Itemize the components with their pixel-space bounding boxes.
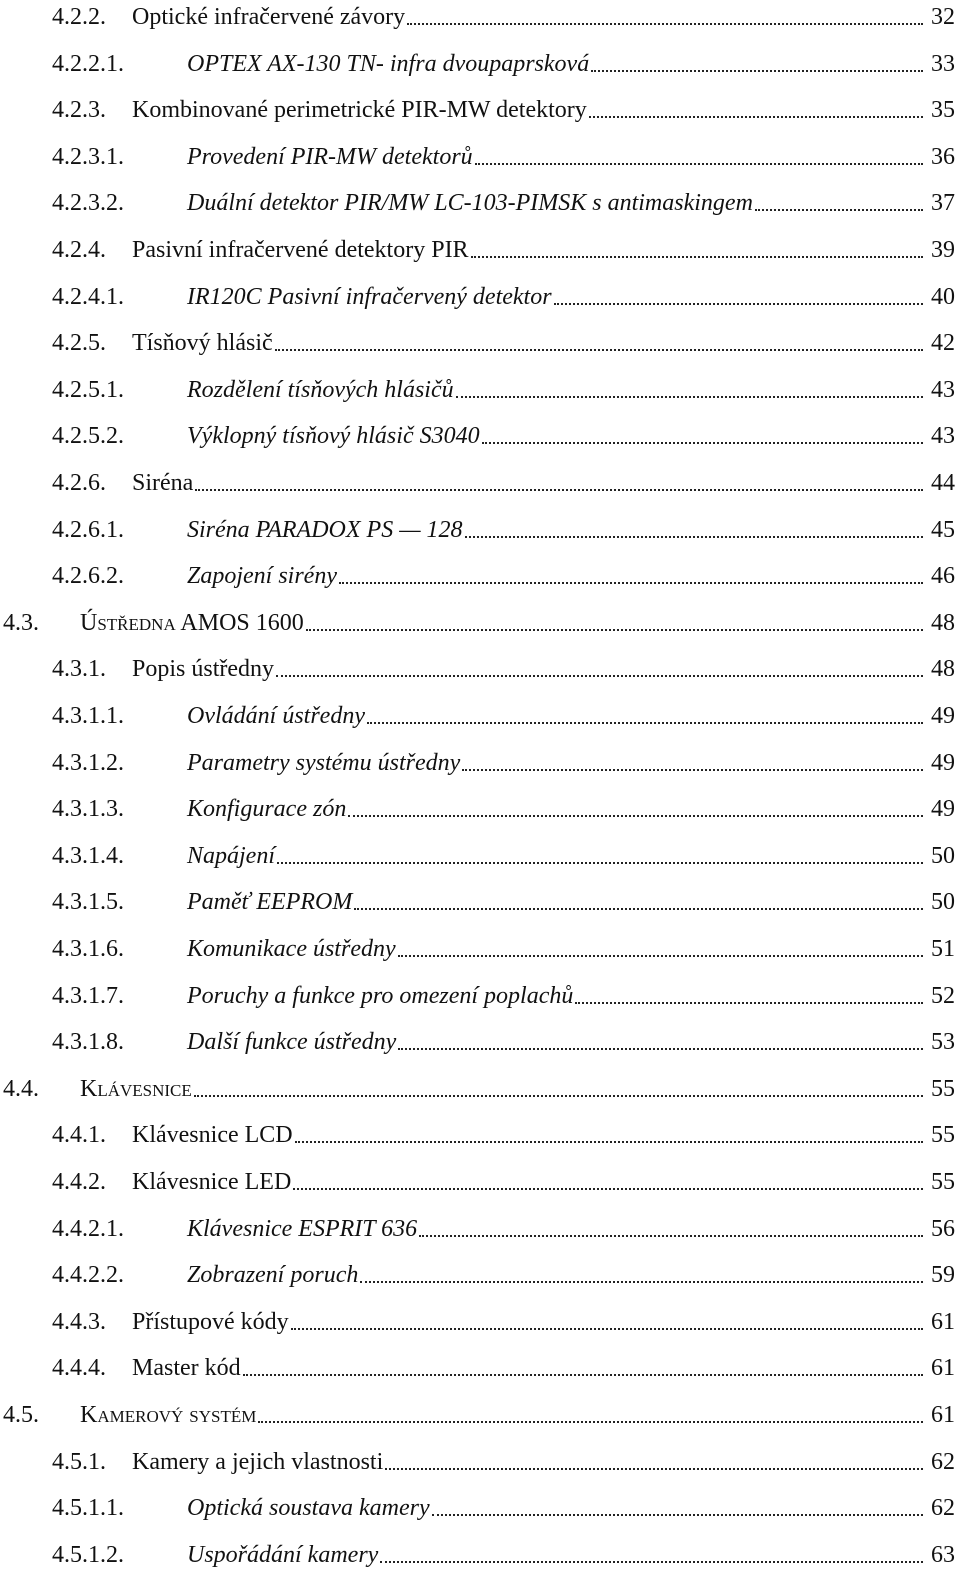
toc-entry-page-number: 56 xyxy=(931,1215,955,1242)
toc-entry-number: 4.4.3. xyxy=(52,1308,106,1335)
toc-entry-page-number: 35 xyxy=(931,97,955,124)
toc-entry-title: Klávesnice xyxy=(80,1075,192,1102)
toc-entry-number: 4.3.1.1. xyxy=(52,703,124,729)
toc-entry-title: OPTEX AX-130 TN- infra dvoupaprsková xyxy=(187,50,590,77)
toc-entry-number: 4.2.4. xyxy=(52,237,106,263)
toc-entry-title: Provedení PIR-MW detektorů xyxy=(187,143,473,170)
toc-entry-page-number: 37 xyxy=(931,190,955,217)
toc-entry-number: 4.2.6.1. xyxy=(52,516,124,543)
toc-entry-number: 4.2.3.1. xyxy=(52,143,124,170)
toc-entry-number: 4.2.6.2. xyxy=(52,563,124,590)
toc-entry-page-number: 43 xyxy=(931,376,955,403)
toc-entry[interactable] xyxy=(52,1297,955,1337)
toc-dot-leader xyxy=(348,814,923,817)
toc-entry[interactable] xyxy=(52,971,955,1011)
toc-dot-leader xyxy=(194,1094,923,1097)
toc-entry-number: 4.3.1.4. xyxy=(52,842,124,869)
toc-entry[interactable] xyxy=(3,1064,955,1104)
toc-entry-page-number: 55 xyxy=(931,1169,955,1195)
toc-entry-number: 4.3. xyxy=(3,609,39,636)
toc-entry[interactable] xyxy=(52,1157,955,1197)
toc-dot-leader xyxy=(385,1467,923,1470)
toc-entry-number: 4.3.1.3. xyxy=(52,796,124,823)
toc-entry-number: 4.5. xyxy=(3,1402,39,1428)
toc-entry-number: 4.4.2.1. xyxy=(52,1215,124,1242)
toc-entry[interactable] xyxy=(52,272,955,312)
toc-entry[interactable] xyxy=(52,1437,955,1477)
toc-entry[interactable] xyxy=(52,691,955,731)
toc-dot-leader xyxy=(295,1140,923,1143)
toc-dot-leader xyxy=(482,441,923,444)
toc-entry-title: Siréna xyxy=(132,470,194,496)
toc-entry[interactable] xyxy=(52,1204,955,1244)
toc-entry[interactable] xyxy=(3,1390,955,1430)
toc-entry-title: Kamery a jejich vlastnosti xyxy=(132,1448,384,1475)
toc-entry-page-number: 62 xyxy=(931,1495,955,1522)
toc-entry-title: Duální detektor PIR/MW LC-103-PIMSK s antimaskingem xyxy=(187,190,753,217)
toc-entry-title: Ovládání ústředny xyxy=(187,703,365,729)
toc-dot-leader xyxy=(277,861,923,864)
toc-dot-leader xyxy=(258,1420,923,1423)
toc-entry-title: Konfigurace zón xyxy=(187,796,347,823)
toc-dot-leader xyxy=(195,488,923,491)
toc-entry[interactable] xyxy=(52,738,955,778)
toc-entry-title: Zapojení sirény xyxy=(187,563,337,590)
toc-entry-number: 4.2.5.2. xyxy=(52,423,124,450)
toc-entry-title: Master kód xyxy=(132,1355,241,1382)
toc-entry[interactable] xyxy=(52,1250,955,1290)
toc-dot-leader xyxy=(589,115,923,118)
toc-entry-title: Tísňový hlásič xyxy=(132,330,273,357)
toc-entry-page-number: 46 xyxy=(931,563,955,590)
toc-entry-page-number: 61 xyxy=(931,1355,955,1382)
toc-entry[interactable] xyxy=(52,1343,955,1383)
toc-entry-title: Ústředna AMOS 1600 xyxy=(80,609,304,636)
toc-entry-page-number: 48 xyxy=(931,656,955,683)
toc-entry-title: Optická soustava kamery xyxy=(187,1495,430,1522)
toc-entry-title: Další funkce ústředny xyxy=(187,1029,397,1056)
toc-entry-number: 4.3.1.5. xyxy=(52,889,124,916)
toc-entry-page-number: 63 xyxy=(931,1541,955,1568)
toc-entry-title: IR120C Pasivní infračervený detektor xyxy=(187,283,552,310)
toc-entry-title: Komunikace ústředny xyxy=(187,936,396,962)
toc-dot-leader xyxy=(291,1327,923,1330)
toc-entry[interactable] xyxy=(52,551,955,591)
toc-entry[interactable] xyxy=(52,178,955,218)
toc-entry-number: 4.2.5. xyxy=(52,330,106,357)
toc-entry-title: Uspořádání kamery xyxy=(187,1541,379,1568)
toc-dot-leader xyxy=(462,768,923,771)
toc-entry-page-number: 44 xyxy=(931,470,955,496)
toc-entry-number: 4.2.3. xyxy=(52,97,106,124)
toc-entry-page-number: 55 xyxy=(931,1122,955,1149)
toc-dot-leader xyxy=(354,907,923,910)
toc-entry-number: 4.2.3.2. xyxy=(52,190,124,217)
toc-entry-page-number: 51 xyxy=(931,936,955,962)
toc-dot-leader xyxy=(293,1187,923,1190)
toc-entry[interactable] xyxy=(52,1110,955,1150)
toc-entry[interactable] xyxy=(52,505,955,545)
toc-entry[interactable] xyxy=(52,39,955,79)
toc-entry-page-number: 49 xyxy=(931,703,955,729)
toc-entry[interactable] xyxy=(52,877,955,917)
toc-dot-leader xyxy=(419,1234,923,1237)
toc-entry-page-number: 45 xyxy=(931,516,955,543)
toc-entry[interactable] xyxy=(3,598,955,638)
toc-entry-page-number: 61 xyxy=(931,1308,955,1335)
toc-entry-page-number: 36 xyxy=(931,143,955,170)
toc-dot-leader xyxy=(306,628,923,631)
toc-entry-title: Výklopný tísňový hlásič S3040 xyxy=(187,423,480,450)
toc-entry[interactable] xyxy=(52,831,955,871)
toc-entry-title: Poruchy a funkce pro omezení poplachů xyxy=(187,982,574,1009)
toc-entry-page-number: 52 xyxy=(931,982,955,1009)
toc-entry[interactable] xyxy=(52,365,955,405)
toc-dot-leader xyxy=(755,208,923,211)
toc-entry-number: 4.3.1.2. xyxy=(52,749,124,776)
toc-entry-number: 4.2.2. xyxy=(52,4,106,30)
toc-entry-number: 4.4.4. xyxy=(52,1355,106,1382)
toc-dot-leader xyxy=(465,535,923,538)
toc-dot-leader xyxy=(380,1560,923,1563)
toc-entry-title: Klávesnice LED xyxy=(132,1169,292,1195)
toc-dot-leader xyxy=(275,348,923,351)
toc-entry-number: 4.5.1.1. xyxy=(52,1495,124,1522)
toc-entry-page-number: 62 xyxy=(931,1448,955,1475)
toc-dot-leader xyxy=(398,954,923,957)
toc-entry-page-number: 39 xyxy=(931,237,955,263)
toc-entry-page-number: 59 xyxy=(931,1262,955,1289)
toc-entry-title: Popis ústředny xyxy=(132,656,275,683)
toc-entry-page-number: 49 xyxy=(931,796,955,823)
toc-dot-leader xyxy=(360,1280,923,1283)
toc-entry-number: 4.2.2.1. xyxy=(52,50,124,77)
toc-entry[interactable] xyxy=(52,318,955,358)
toc-entry-title: Optické infračervené závory xyxy=(132,4,406,30)
toc-entry[interactable] xyxy=(52,1530,955,1570)
toc-entry[interactable] xyxy=(52,411,955,451)
toc-dot-leader xyxy=(591,69,923,72)
toc-entry-number: 4.3.1.8. xyxy=(52,1029,124,1056)
toc-entry-title: Napájení xyxy=(187,842,275,869)
toc-dot-leader xyxy=(575,1001,923,1004)
toc-dot-leader xyxy=(367,721,923,724)
toc-entry-title: Kombinované perimetrické PIR-MW detektory xyxy=(132,97,587,124)
toc-entry-title: Rozdělení tísňových hlásičů xyxy=(187,376,454,403)
toc-entry-number: 4.3.1. xyxy=(52,656,106,683)
toc-entry-page-number: 40 xyxy=(931,283,955,310)
toc-entry[interactable] xyxy=(52,85,955,125)
toc-entry-title: Klávesnice LCD xyxy=(132,1122,293,1149)
toc-entry[interactable] xyxy=(52,458,955,498)
toc-dot-leader xyxy=(276,674,923,677)
toc-entry[interactable] xyxy=(52,0,955,32)
toc-entry-number: 4.4.2.2. xyxy=(52,1262,124,1289)
toc-entry-number: 4.3.1.7. xyxy=(52,982,124,1009)
toc-entry-number: 4.2.5.1. xyxy=(52,376,124,403)
toc-entry[interactable] xyxy=(52,924,955,964)
toc-entry-number: 4.3.1.6. xyxy=(52,936,124,962)
toc-entry[interactable] xyxy=(52,225,955,265)
toc-entry-title: Kamerový systém xyxy=(80,1402,257,1428)
toc-entry[interactable] xyxy=(52,132,955,172)
toc-entry-page-number: 33 xyxy=(931,50,955,77)
toc-entry-page-number: 50 xyxy=(931,889,955,916)
toc-dot-leader xyxy=(475,162,923,165)
toc-dot-leader xyxy=(339,581,923,584)
toc-entry-page-number: 42 xyxy=(931,330,955,357)
toc-dot-leader xyxy=(471,255,923,258)
toc-dot-leader xyxy=(432,1513,923,1516)
toc-entry-title: Klávesnice ESPRIT 636 xyxy=(187,1215,418,1242)
toc-entry-page-number: 43 xyxy=(931,423,955,450)
toc-entry-page-number: 48 xyxy=(931,609,955,636)
toc-entry-page-number: 55 xyxy=(931,1075,955,1102)
toc-entry-number: 4.4.1. xyxy=(52,1122,106,1149)
toc-entry-title: Siréna PARADOX PS — 128 xyxy=(187,516,463,543)
toc-entry-number: 4.2.6. xyxy=(52,470,106,496)
toc-entry[interactable] xyxy=(52,1483,955,1523)
toc-dot-leader xyxy=(243,1373,923,1376)
toc-dot-leader xyxy=(398,1047,923,1050)
toc-entry-title: Přístupové kódy xyxy=(132,1308,289,1335)
toc-entry-number: 4.4.2. xyxy=(52,1169,106,1195)
toc-entry-page-number: 50 xyxy=(931,842,955,869)
toc-entry-number: 4.5.1.2. xyxy=(52,1541,124,1568)
toc-entry-page-number: 32 xyxy=(931,4,955,30)
toc-dot-leader xyxy=(554,302,923,305)
toc-entry-page-number: 61 xyxy=(931,1402,955,1428)
toc-entry-title: Pasivní infračervené detektory PIR xyxy=(132,237,469,263)
toc-entry[interactable] xyxy=(52,784,955,824)
toc-dot-leader xyxy=(456,395,923,398)
toc-entry-page-number: 49 xyxy=(931,749,955,776)
toc-entry-title: Parametry systému ústředny xyxy=(187,749,461,776)
toc-entry-number: 4.4. xyxy=(3,1075,39,1102)
toc-dot-leader xyxy=(407,22,923,25)
toc-entry-title: Zobrazení poruch xyxy=(187,1262,359,1289)
toc-entry-number: 4.5.1. xyxy=(52,1448,106,1475)
toc-entry-number: 4.2.4.1. xyxy=(52,283,124,310)
toc-entry-title: Paměť EEPROM xyxy=(187,889,353,916)
toc-entry-page-number: 53 xyxy=(931,1029,955,1056)
toc-entry[interactable] xyxy=(52,1017,955,1057)
toc-entry[interactable] xyxy=(52,644,955,684)
